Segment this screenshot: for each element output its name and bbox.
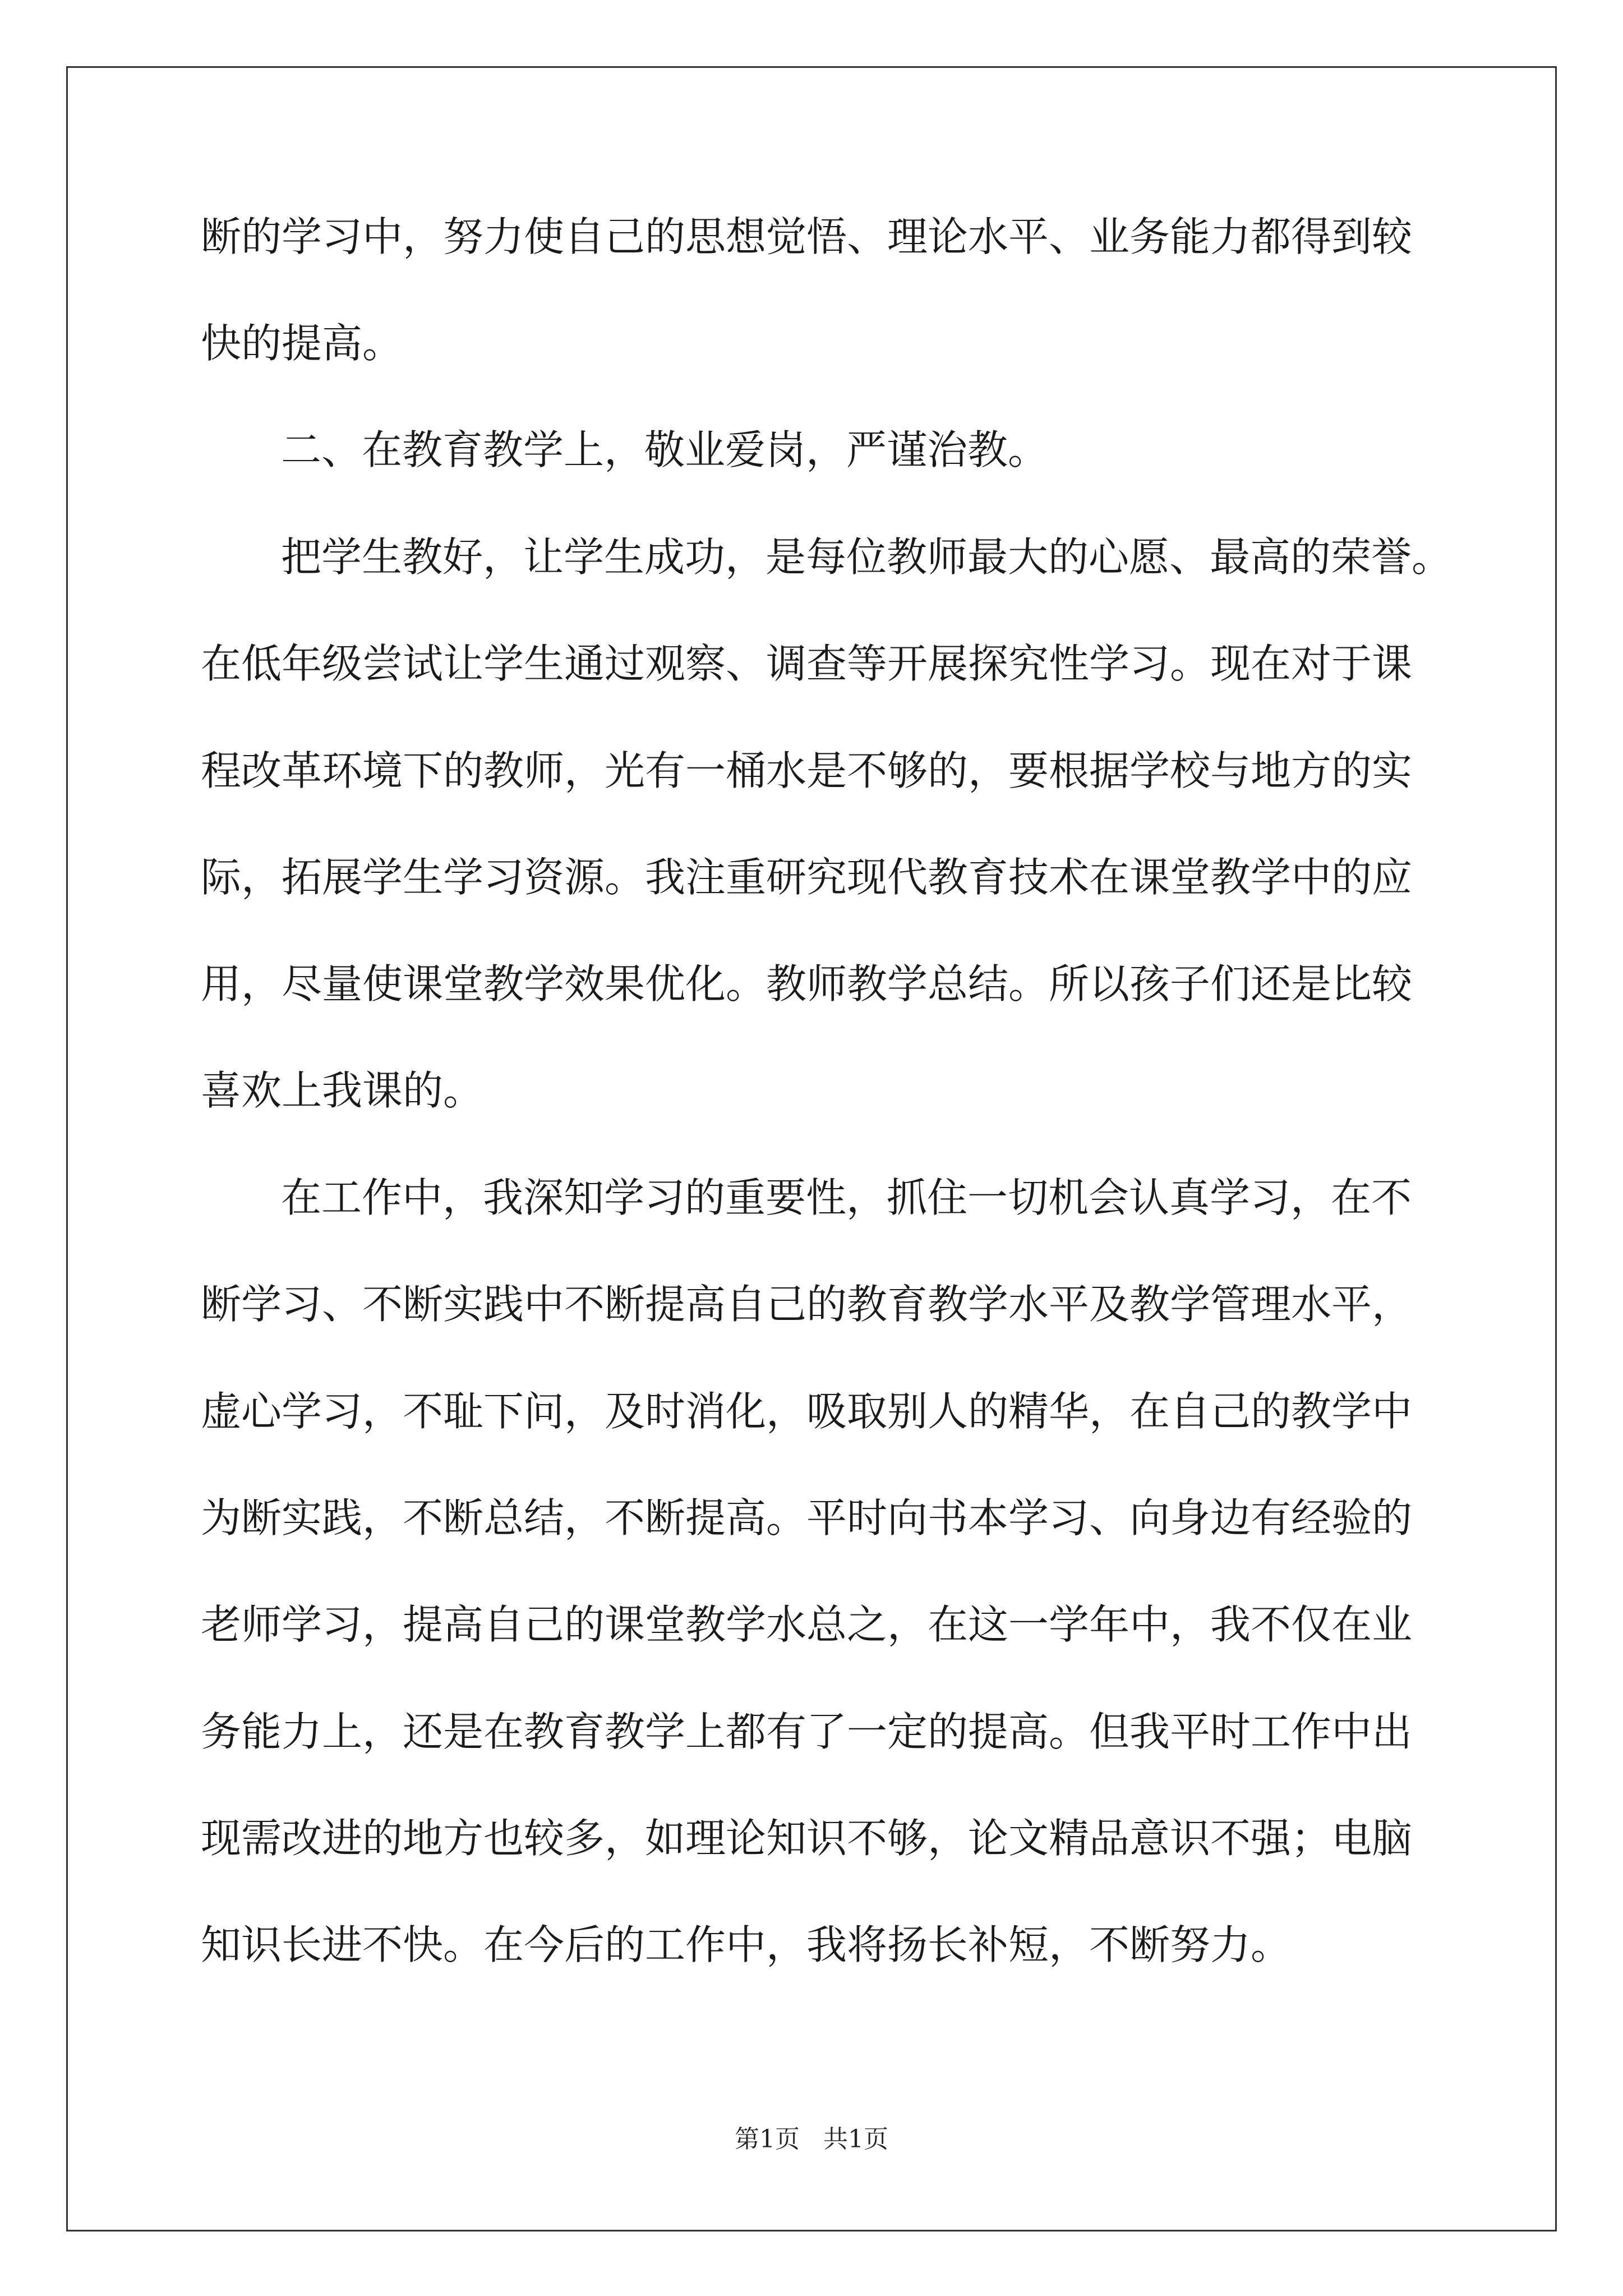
text-line: 际，拓展学生学习资源。我注重研究现代教育技术在课堂教学中的应 (201, 854, 1413, 901)
page-frame (66, 66, 1557, 2231)
text-line: 二、在教育教学上，敬业爱岗，严谨治教。 (281, 426, 1049, 473)
text-line: 为断实践，不断总结，不断提高。平时向书本学习、向身边有经验的 (201, 1494, 1413, 1542)
text-line: 断的学习中，努力使自己的思想觉悟、理论水平、业务能力都得到较 (201, 213, 1413, 260)
text-line: 虚心学习，不耻下问，及时消化，吸取别人的精华，在自己的教学中 (201, 1388, 1413, 1435)
text-line: 把学生教好，让学生成功，是每位教师最大的心愿、最高的荣誉。 (281, 533, 1453, 581)
text-line: 断学习、不断实践中不断提高自己的教育教学水平及教学管理水平， (201, 1281, 1413, 1328)
text-line: 务能力上，还是在教育教学上都有了一定的提高。但我平时工作中出 (201, 1708, 1413, 1755)
text-line: 在工作中，我深知学习的重要性，抓住一切机会认真学习，在不 (281, 1174, 1412, 1221)
page-number-footer: 第1页 共1页 (735, 2125, 888, 2154)
text-line: 程改革环境下的教师，光有一桶水是不够的，要根据学校与地方的实 (201, 747, 1413, 794)
text-line: 用，尽量使课堂教学效果优化。教师教学总结。所以孩子们还是比较 (201, 960, 1413, 1007)
text-line: 喜欢上我课的。 (201, 1067, 484, 1114)
text-line: 现需改进的地方也较多，如理论知识不够，论文精品意识不强；电脑 (201, 1815, 1413, 1862)
text-line: 老师学习，提高自己的课堂教学水总之，在这一学年中，我不仅在业 (201, 1601, 1413, 1648)
text-line: 快的提高。 (201, 320, 403, 367)
text-line: 知识长进不快。在今后的工作中，我将扬长补短，不断努力。 (201, 1921, 1292, 1968)
text-line: 在低年级尝试让学生通过观察、调查等开展探究性学习。现在对于课 (201, 640, 1413, 687)
